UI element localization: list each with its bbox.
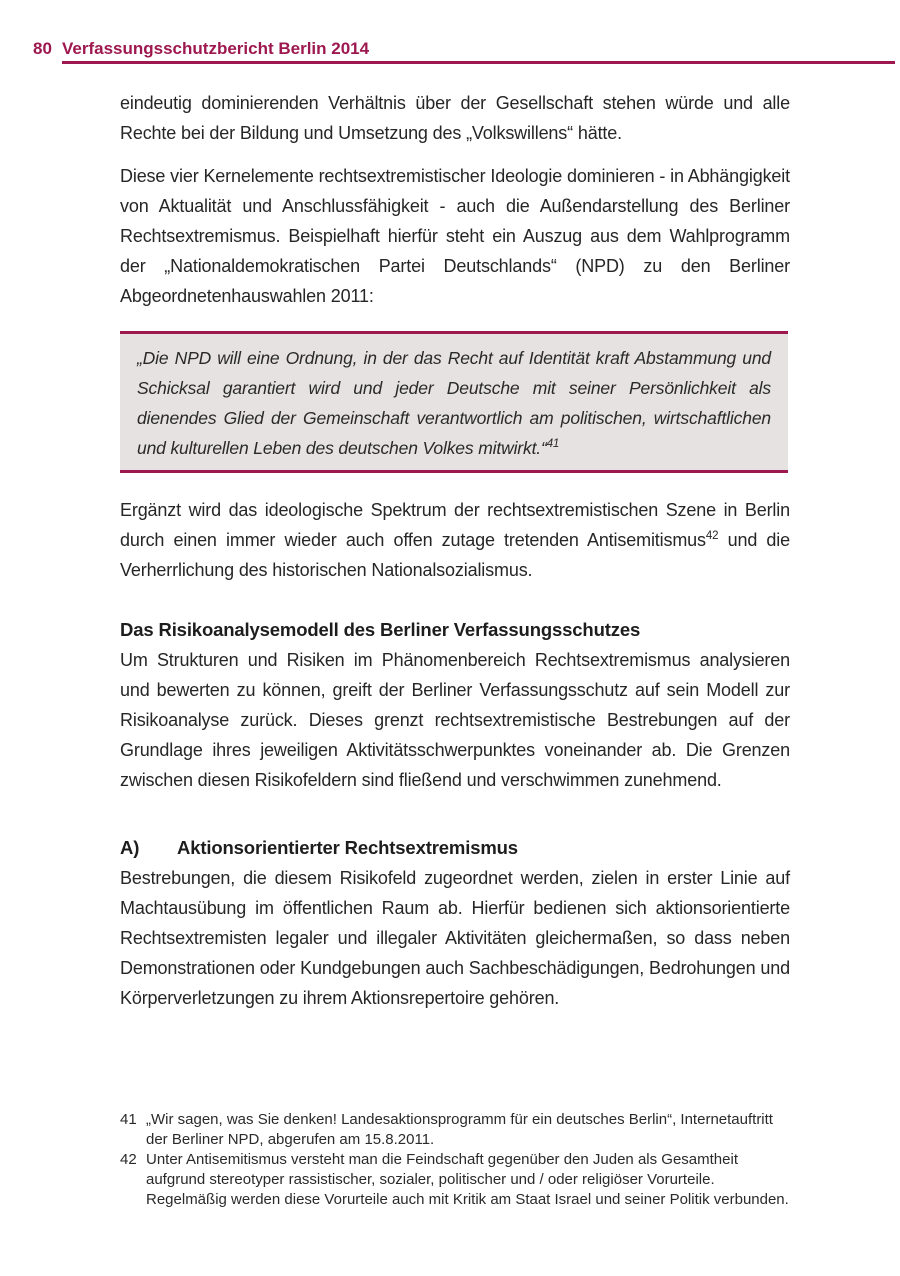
paragraph-volkswillens: eindeutig dominierenden Verhältnis über der Gesellschaft stehen würde und alle Rechte bei der Bildung und Umsetzung des „Volkswillens“ hätte. [120,93,790,143]
header-rule [62,61,895,64]
heading-action-oriented [120,833,790,863]
paragraph-core-elements: Diese vier Kernelemente rechtsextremistischer Ideologie dominieren - in Abhängigkeit von Aktualität und Anschlussfähigkeit - auch die Außendarstellung des Berliner Rechtsextremismus. Beispielhaft hierfür steht ein Auszug aus dem Wahlprogramm der „Nationaldemokratischen Partei Deutschlands“ (NPD) zu den Berliner Abgeordnetenhauswahlen 2011: [120,166,790,306]
footnote-ref-41: 41 [546,438,560,451]
paragraph-antisemitism-text: Ergänzt wird das ideologische Spektrum der rechtsextremistischen Szene in Berlin durch einen immer wieder auch offen zutage tretenden Antisemitismus [120,500,790,550]
heading-action-label: A) [120,837,140,858]
heading-risk-model: Das Risikoanalysemodell des Berliner Verfassungsschutzes [120,619,641,640]
footnote-ref-42: 42 [705,530,719,542]
page-content [120,88,790,1026]
footnotes-section [120,1110,792,1210]
paragraph-risk-model: Um Strukturen und Risiken im Phänomenbereich Rechtsextremismus analysieren und bewerten zu können, greift der Berliner Verfassungsschutz auf sein Modell zur Risikoanalyse zurück. Dieses grenzt rechtsextremistische Bestrebungen auf der Grundlage ihres jeweiligen Aktivitätsschwerpunktes voneinander ab. Die Grenzen zwischen diesen Risikofeldern sind fließend und verschwimmen zunehmend. [120,650,790,790]
page-number: 80 [33,39,52,58]
paragraph-action-oriented: Bestrebungen, die diesem Risikofeld zugeordnet werden, zielen in erster Linie auf Machtausübung im öffentlichen Raum ab. Hierfür bedienen sich aktionsorientierte Rechtsextremisten legaler und illegaler Aktivitäten gleichermaßen, so dass neben Demonstrationen oder Kundgebungen auch Sachbeschädigungen, Bedrohungen und Körperverletzungen zu ihrem Aktionsrepertoire gehören. [120,868,790,1008]
footnote-number: 41 [120,1111,137,1128]
paragraph-antisemitism [120,495,790,585]
footnote-text: „Wir sagen, was Sie denken! Landesaktionsprogramm für ein deutsches Berlin“, Internetauftritt der Berliner NPD, abgerufen am 15.8.2011. [146,1111,773,1148]
npd-quote-box [120,331,788,473]
quote-text: „Die NPD will eine Ordnung, in der das Recht auf Identität kraft Abstammung und Schicksal garantiert wird und jeder Deutsche mit seiner Persönlichkeit als dienendes Glied der Gemeinschaft verantwortlich am politischen, wirtschaftlichen und kulturellen Leben des deutschen Volkes mitwirkt.“ [137,348,771,458]
heading-action-title: Aktionsorientierter Rechtsextremismus [177,837,518,858]
header-title: Verfassungsschutzbericht Berlin 2014 [62,39,370,58]
footnote-number: 42 [120,1151,137,1168]
footnote-41 [120,1110,792,1150]
footnote-text: Unter Antisemitismus versteht man die Feindschaft gegenüber den Juden als Gesamtheit aufgrund stereotyper rassistischer, sozialer, politischer und / oder religiöser Vorurteile. Regelmäßig werden diese Vorurteile auch mit Kritik am Staat Israel und seiner Politik verbunden. [146,1151,789,1208]
footnote-42 [120,1150,792,1210]
paragraph-antisemitism-text-after: und die Verherrlichung des historischen Nationalsozialismus. [120,530,791,580]
